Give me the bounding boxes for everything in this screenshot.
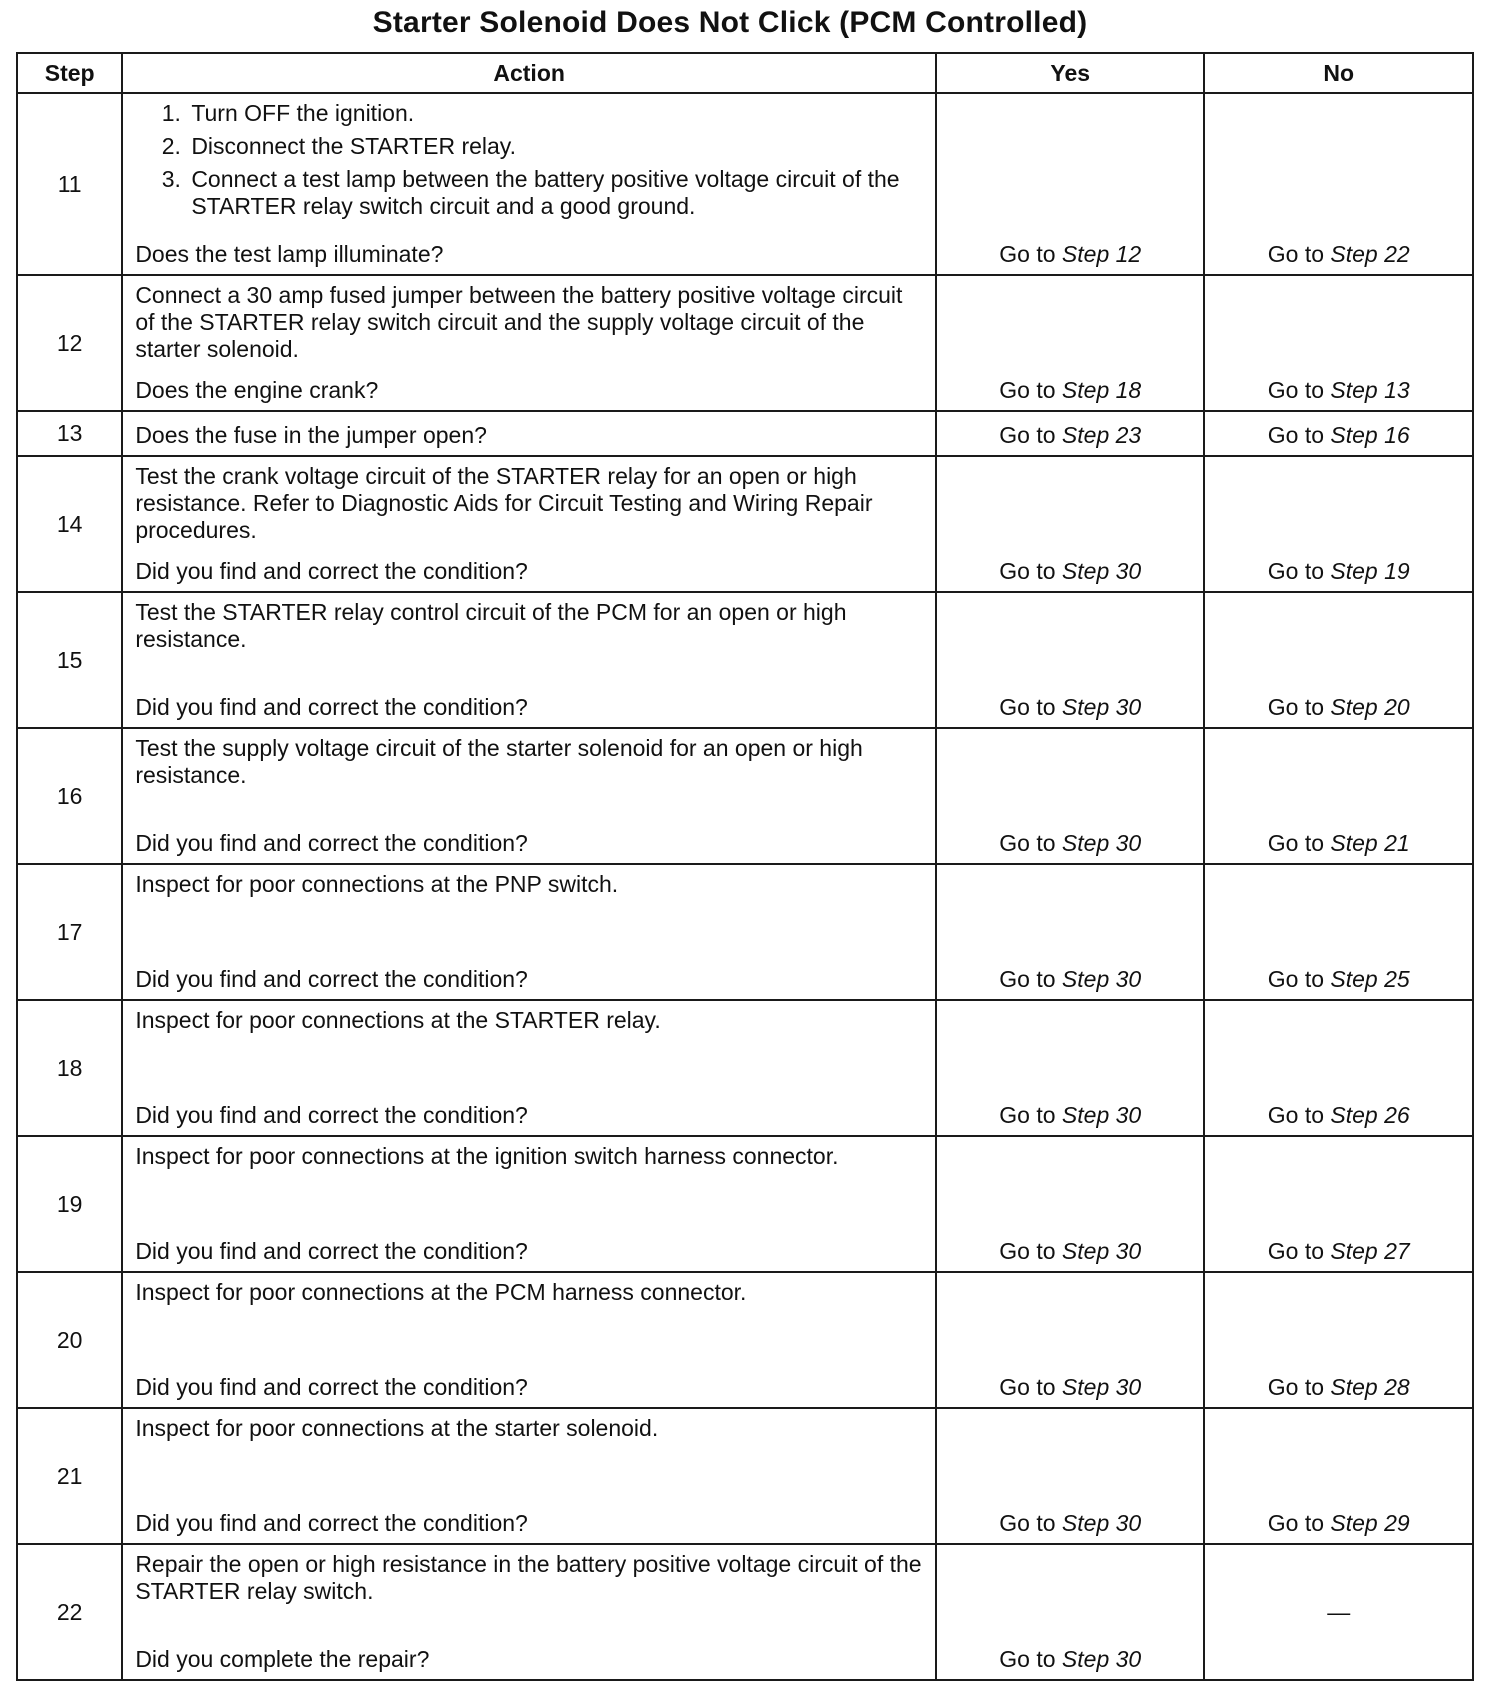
step-word: Step — [1330, 377, 1378, 403]
target-step-number: 29 — [1384, 1510, 1410, 1536]
target-step-number: 20 — [1384, 694, 1410, 720]
go-to-text: Go to — [1267, 377, 1325, 403]
step-number: 14 — [17, 456, 122, 592]
target-step-number: 19 — [1384, 558, 1410, 584]
go-to-text: Go to — [999, 241, 1056, 267]
step-number: 18 — [17, 1000, 122, 1136]
header-yes: Yes — [936, 53, 1204, 93]
page-title: Starter Solenoid Does Not Click (PCM Controlled) — [372, 6, 1088, 39]
yes-result — [936, 1272, 1204, 1408]
target-step-number: 18 — [1115, 377, 1142, 403]
step-number: 17 — [17, 864, 122, 1000]
target-step-number: 30 — [1115, 558, 1142, 584]
action-cell — [122, 864, 936, 1000]
no-result — [1204, 411, 1473, 456]
yes-result — [936, 592, 1204, 728]
step-word: Step — [1061, 1646, 1110, 1672]
table-row — [17, 864, 1473, 1000]
target-step-number: 27 — [1384, 1238, 1410, 1264]
target-step-number: 30 — [1115, 1238, 1142, 1264]
action-question: Did you complete the repair? — [135, 1646, 430, 1672]
step-word: Step — [1330, 241, 1378, 267]
table-row — [17, 1544, 1473, 1680]
no-result — [1204, 1408, 1473, 1544]
step-word: Step — [1061, 1102, 1110, 1128]
yes-result — [936, 456, 1204, 592]
action-question: Did you find and correct the condition? — [135, 1102, 528, 1128]
step-word: Step — [1061, 1510, 1110, 1536]
go-to-text: Go to — [999, 377, 1056, 403]
go-to-text: Go to — [999, 558, 1056, 584]
go-to-text: Go to — [999, 966, 1056, 992]
step-word: Step — [1061, 241, 1110, 267]
go-to-text: Go to — [999, 694, 1056, 720]
yes-result — [936, 1544, 1204, 1680]
no-result — [1204, 592, 1473, 728]
action-cell — [122, 592, 936, 728]
action-instruction: Inspect for poor connections at the starter solenoid. — [135, 1415, 659, 1441]
action-question: Did you find and correct the condition? — [135, 830, 528, 856]
table-row — [17, 728, 1473, 864]
action-cell — [122, 1000, 936, 1136]
action-question: Did you find and correct the condition? — [135, 1510, 528, 1536]
step-number: 21 — [17, 1408, 122, 1544]
action-cell — [122, 728, 936, 864]
step-word: Step — [1330, 1374, 1378, 1400]
no-result — [1204, 1136, 1473, 1272]
yes-result — [936, 275, 1204, 411]
action-question: Did you find and correct the condition? — [135, 1374, 528, 1400]
step-word: Step — [1061, 1238, 1110, 1264]
action-instruction: Inspect for poor connections at the PNP switch. — [135, 871, 619, 897]
table-header-row — [17, 53, 1473, 93]
go-to-text: Go to — [999, 1510, 1056, 1536]
step-number: 22 — [17, 1544, 122, 1680]
table-row — [17, 456, 1473, 592]
target-step-number: 30 — [1115, 1646, 1142, 1672]
action-instruction: Inspect for poor connections at the ignition switch harness connector. — [135, 1143, 839, 1169]
yes-result — [936, 411, 1204, 456]
target-step-number: 30 — [1115, 1102, 1142, 1128]
action-cell — [122, 93, 936, 275]
go-to-text: Go to — [999, 422, 1056, 448]
table-row — [17, 1000, 1473, 1136]
table-row — [17, 1272, 1473, 1408]
target-step-number: 13 — [1384, 377, 1410, 403]
go-to-text: Go to — [999, 830, 1056, 856]
no-result — [1204, 456, 1473, 592]
target-step-number: 26 — [1384, 1102, 1410, 1128]
go-to-text: Go to — [999, 1102, 1056, 1128]
substep-item: 3. Connect a test lamp between the battery positive voltage circuit of the STARTER relay switch circuit and a good ground. — [187, 166, 923, 220]
substep-item: 2. Disconnect the STARTER relay. — [187, 133, 923, 160]
table-row — [17, 1136, 1473, 1272]
go-to-text: Go to — [1267, 694, 1325, 720]
step-word: Step — [1330, 422, 1378, 448]
step-word: Step — [1330, 966, 1378, 992]
action-instruction: Inspect for poor connections at the STARTER relay. — [135, 1007, 661, 1033]
action-question: Does the engine crank? — [135, 377, 379, 403]
target-step-number: 22 — [1384, 241, 1410, 267]
substep-list — [135, 100, 923, 222]
dash-mark: — — [1327, 1598, 1351, 1625]
go-to-text: Go to — [999, 1238, 1056, 1264]
go-to-text: Go to — [1267, 241, 1325, 267]
step-word: Step — [1330, 558, 1378, 584]
target-step-number: 30 — [1115, 1374, 1142, 1400]
table-row — [17, 275, 1473, 411]
yes-result — [936, 1136, 1204, 1272]
action-question: Did you find and correct the condition? — [135, 1238, 528, 1264]
step-number: 15 — [17, 592, 122, 728]
step-word: Step — [1061, 377, 1110, 403]
go-to-text: Go to — [1267, 1102, 1325, 1128]
step-word: Step — [1330, 1238, 1378, 1264]
header-action: Action — [122, 53, 936, 93]
action-cell — [122, 1136, 936, 1272]
target-step-number: 30 — [1115, 830, 1142, 856]
target-step-number: 16 — [1384, 422, 1410, 448]
action-instruction: Test the STARTER relay control circuit of the PCM for an open or high resistance. — [135, 599, 847, 652]
go-to-text: Go to — [1267, 558, 1325, 584]
table-row — [17, 592, 1473, 728]
go-to-text: Go to — [1267, 1374, 1325, 1400]
target-step-number: 30 — [1115, 694, 1142, 720]
yes-result — [936, 93, 1204, 275]
step-number: 11 — [17, 93, 122, 275]
step-word: Step — [1061, 558, 1110, 584]
go-to-text: Go to — [999, 1374, 1056, 1400]
target-step-number: 21 — [1384, 830, 1410, 856]
no-result-none — [1204, 1544, 1473, 1680]
go-to-text: Go to — [1267, 422, 1325, 448]
action-cell — [122, 1544, 936, 1680]
no-result — [1204, 275, 1473, 411]
step-number: 12 — [17, 275, 122, 411]
substep-item: 1. Turn OFF the ignition. — [187, 100, 923, 127]
step-number: 16 — [17, 728, 122, 864]
go-to-text: Go to — [1267, 966, 1325, 992]
step-word: Step — [1330, 694, 1378, 720]
action-instruction: Test the supply voltage circuit of the starter solenoid for an open or high resistance. — [135, 735, 863, 788]
go-to-text: Go to — [1267, 1238, 1325, 1264]
header-no: No — [1204, 53, 1473, 93]
action-cell — [122, 275, 936, 411]
target-step-number: 12 — [1115, 241, 1142, 267]
step-word: Step — [1061, 422, 1110, 448]
yes-result — [936, 1408, 1204, 1544]
no-result — [1204, 728, 1473, 864]
target-step-number: 23 — [1115, 422, 1142, 448]
step-number: 19 — [17, 1136, 122, 1272]
table-row — [17, 93, 1473, 275]
action-instruction: Test the crank voltage circuit of the STARTER relay for an open or high resistance. Refer to Diagnostic Aids for Circuit Testing and Wiring Repair procedures. — [135, 463, 873, 543]
action-question: Did you find and correct the condition? — [135, 966, 528, 992]
step-word: Step — [1061, 966, 1110, 992]
no-result — [1204, 1272, 1473, 1408]
step-word: Step — [1330, 1510, 1378, 1536]
target-step-number: 30 — [1115, 1510, 1142, 1536]
step-number: 13 — [17, 411, 122, 456]
step-word: Step — [1061, 830, 1110, 856]
action-cell — [122, 1408, 936, 1544]
no-result — [1204, 93, 1473, 275]
action-instruction: Inspect for poor connections at the PCM harness connector. — [135, 1279, 747, 1305]
table-row — [17, 1408, 1473, 1544]
no-result — [1204, 1000, 1473, 1136]
action-question: Did you find and correct the condition? — [135, 558, 528, 584]
target-step-number: 28 — [1384, 1374, 1410, 1400]
go-to-text: Go to — [1267, 830, 1325, 856]
action-question: Did you find and correct the condition? — [135, 694, 528, 720]
target-step-number: 25 — [1384, 966, 1410, 992]
step-number: 20 — [17, 1272, 122, 1408]
header-step: Step — [17, 53, 122, 93]
no-result — [1204, 864, 1473, 1000]
action-question: Does the test lamp illuminate? — [135, 241, 444, 267]
table-body — [17, 93, 1473, 1680]
yes-result — [936, 864, 1204, 1000]
action-cell — [122, 456, 936, 592]
table-row — [17, 411, 1473, 456]
action-instruction: Repair the open or high resistance in the battery positive voltage circuit of the STARTER relay switch. — [135, 1551, 922, 1604]
step-word: Step — [1061, 694, 1110, 720]
yes-result — [936, 728, 1204, 864]
action-instruction: Connect a 30 amp fused jumper between the battery positive voltage circuit of the STARTER relay switch circuit and the supply voltage circuit of the starter solenoid. — [135, 282, 903, 362]
step-word: Step — [1061, 1374, 1110, 1400]
go-to-text: Go to — [1267, 1510, 1325, 1536]
diagnostic-table — [16, 52, 1474, 1681]
go-to-text: Go to — [999, 1646, 1056, 1672]
action-cell — [122, 1272, 936, 1408]
step-word: Step — [1330, 830, 1378, 856]
action-question: Does the fuse in the jumper open? — [135, 422, 487, 448]
action-cell — [122, 411, 936, 456]
yes-result — [936, 1000, 1204, 1136]
target-step-number: 30 — [1115, 966, 1142, 992]
step-word: Step — [1330, 1102, 1378, 1128]
